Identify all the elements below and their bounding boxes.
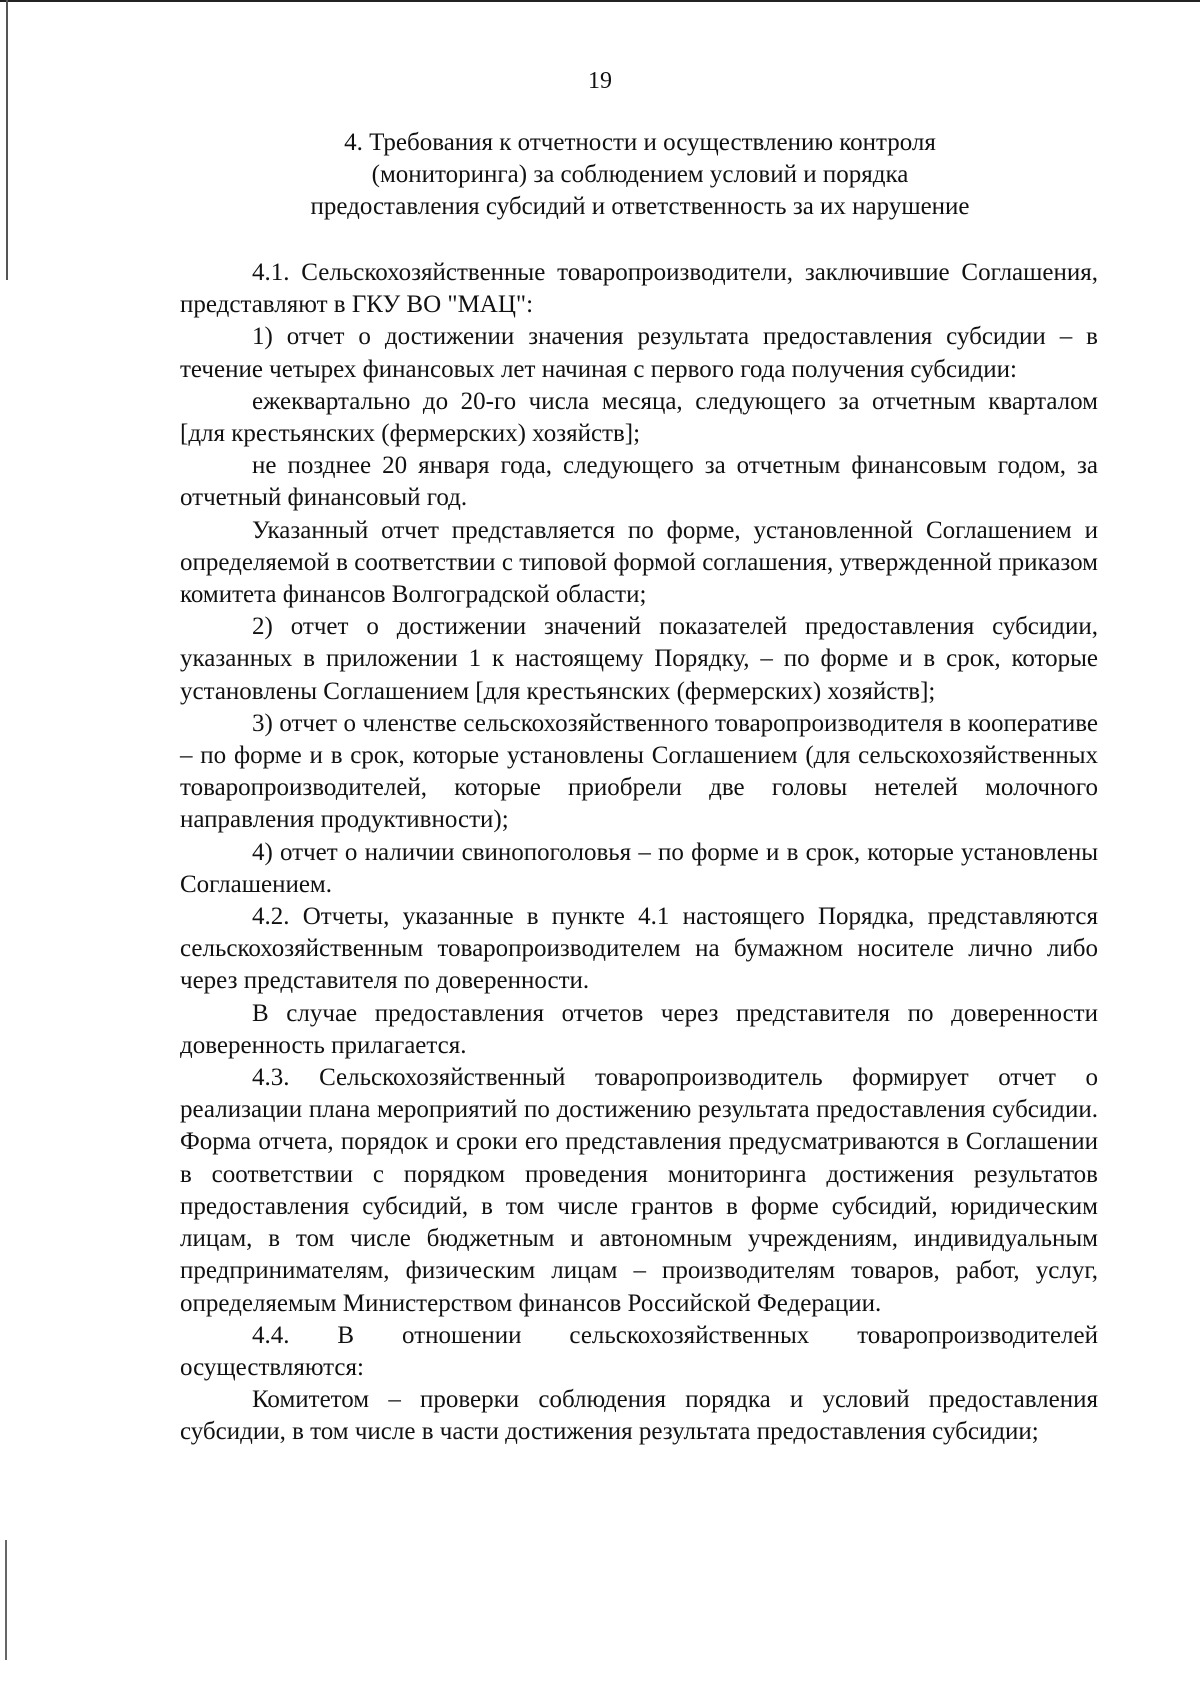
paragraph-quarterly: ежеквартально до 20-го числа месяца, следующего за отчетным кварталом [для крестьянских (фермерских) хозяйств]; xyxy=(180,387,1098,448)
paragraph-4-1: 4.1. Сельскохозяйственные товаропроизводители, заключившие Соглашения, представляют в ГКУ ВО "МАЦ": xyxy=(180,259,1098,319)
section-heading xyxy=(180,127,1100,223)
paragraph-item-1: 1) отчет о достижении значения результата предоставления субсидии – в течение четырех финансовых лет начиная с первого года получения субсидии: xyxy=(180,323,1098,383)
paragraph-4-4: 4.4. В отношении сельскохозяйственных товаропроизводителей осуществляются: xyxy=(180,1321,1098,1381)
scan-edge-left-lower xyxy=(5,1540,7,1660)
paragraph-4-2: 4.2. Отчеты, указанные в пункте 4.1 настоящего Порядка, представляются сельскохозяйственным товаропроизводителем на бумажном носителе лично либо через представителя по доверенности. xyxy=(180,903,1098,995)
heading-line: 4. Требования к отчетности и осуществлению контроля xyxy=(344,129,936,156)
heading-line: предоставления субсидий и ответственность за их нарушение xyxy=(310,193,970,220)
paragraph-annual: не позднее 20 января года, следующего за отчетным финансовым годом, за отчетный финансовый год. xyxy=(180,452,1098,512)
page-number: 19 xyxy=(588,68,612,94)
document-body xyxy=(180,257,1098,1449)
paragraph-item-3: 3) отчет о членстве сельскохозяйственного товаропроизводителя в кооперативе – по форме и в срок, которые установлены Соглашением (для сельскохозяйственных товаропроизводителей, которые приобрели две головы нетелей молочного направления продуктивности); xyxy=(180,709,1098,834)
paragraph-proxy: В случае предоставления отчетов через представителя по доверенности доверенность прилагается. xyxy=(180,999,1098,1059)
paragraph-item-4: 4) отчет о наличии свинопоголовья – по форме и в срок, которые установлены Соглашением. xyxy=(180,838,1098,898)
paragraph-4-3: 4.3. Сельскохозяйственный товаропроизводитель формирует отчет о реализации плана мероприятий по достижению результата предоставления субсидии. Форма отчета, порядок и сроки его представления предусматриваются в Соглашении в соответствии с порядком проведения мониторинга достижения результатов предоставления субсидий, в том числе грантов в форме субсидий, юридическим лицам, в том числе бюджетным и автономным учреждениям, индивидуальным предпринимателям, физическим лицам – производителям товаров, работ, услуг, определяемым Министерством финансов Российской Федерации. xyxy=(180,1064,1098,1317)
scan-edge-left xyxy=(6,0,8,280)
paragraph-item-2: 2) отчет о достижении значений показателей предоставления субсидии, указанных в приложении 1 к настоящему Порядку, – по форме и в срок, которые установлены Соглашением [для крестьянских (фермерских) хозяйств]; xyxy=(180,613,1098,705)
paragraph-committee: Комитетом – проверки соблюдения порядка и условий предоставления субсидии, в том числе в части достижения результата предоставления субсидии; xyxy=(180,1386,1098,1446)
heading-line: (мониторинга) за соблюдением условий и порядка xyxy=(371,161,909,188)
paragraph-report-form: Указанный отчет представляется по форме, установленной Соглашением и определяемой в соответствии с типовой формой соглашения, утвержденной приказом комитета финансов Волгоградской области; xyxy=(180,516,1098,609)
scan-edge-top xyxy=(0,0,1200,2)
